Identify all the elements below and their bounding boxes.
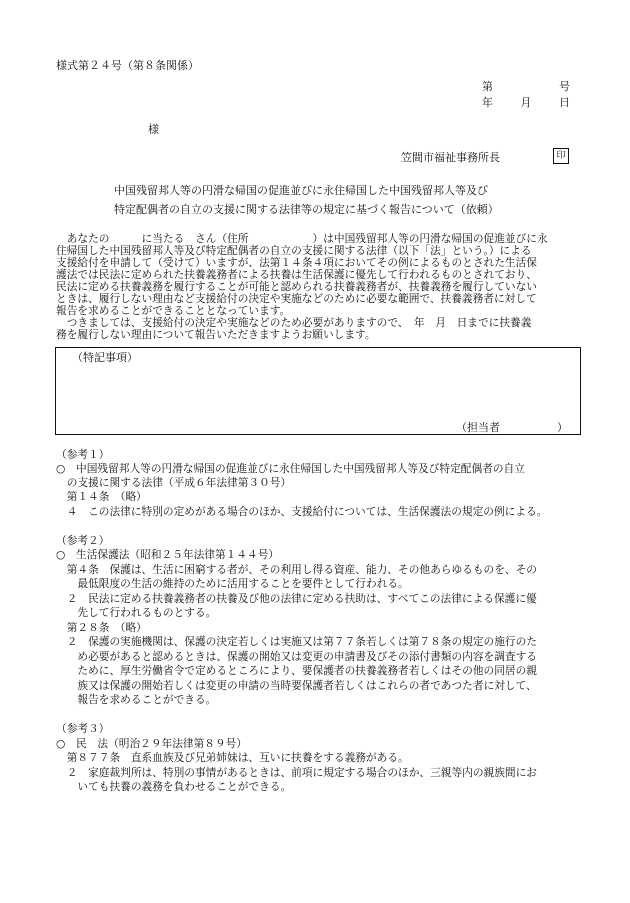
staff-close-paren: ） bbox=[557, 421, 568, 434]
body-line: 報告を求めることができることとなっています。 bbox=[56, 304, 291, 317]
document-title-line-2: 特定配偶者の自立の支援に関する法律等の規定に基づく報告について（依頼） bbox=[114, 203, 499, 216]
reference-line: ○ 民 法（明治２９年法律第８９号） bbox=[56, 737, 248, 750]
body-line: 住帰国した中国残留邦人等及び特定配偶者の自立の支援に関する法律（以下「法」という。）による bbox=[56, 244, 532, 257]
document-title-line-1: 中国残留邦人等の円滑な帰国の促進並びに永住帰国した中国残留邦人等及び bbox=[114, 184, 488, 197]
reference-heading: （参考１） bbox=[56, 448, 110, 461]
reference-line: ために、厚生労働省令で定めるところにより、要保護者の扶養義務者若しくはその他の同居の親 bbox=[56, 664, 537, 677]
body-line: 護法では民法に定められた扶養義務者による扶養は生活保護に優先して行われるものとされており、 bbox=[56, 268, 537, 281]
reference-line: ２ 民法に定める扶養義務者の扶養及び他の法律に定める扶助は、すべてこの法律による保護に優 bbox=[56, 592, 537, 605]
reference-line: ４ この法律に特別の定めがある場合のほか、支援給付については、生活保護法の規定の例による。 bbox=[56, 505, 548, 518]
staff-label: （担当者 bbox=[456, 421, 500, 434]
body-line: ときは、履行しない理由など支援給付の決定や実施などのために必要な範囲で、扶養義務者に対して bbox=[56, 292, 537, 305]
body-line: つきましては、支援給付の決定や実施などのため必要がありますので、 年 月 日までに扶養義 bbox=[56, 316, 532, 329]
seal-mark: 印 bbox=[553, 148, 569, 164]
reference-line: 第１４条 （略） bbox=[56, 490, 147, 503]
reference-line: 報告を求めることができる。 bbox=[56, 693, 217, 706]
body-line: 民法に定める扶養義務を履行することが可能と認められる扶養義務者が、扶養義務を履行していない bbox=[56, 280, 537, 293]
reference-line: ２ 家庭裁判所は、特別の事情があるときは、前項に規定する場合のほか、三親等内の親族間にお bbox=[56, 766, 537, 779]
body-line: 支援給付を申請して（受けて）いますが、法第１４条４項においてその例によるものとされた生活保 bbox=[56, 256, 537, 269]
reference-heading: （参考３） bbox=[56, 722, 110, 735]
body-line: 務を履行しない理由について報告いただきますようお願いします。 bbox=[56, 328, 376, 341]
reference-line: いても扶養の義務を負わせることができる。 bbox=[56, 780, 292, 793]
number-suffix: 号 bbox=[559, 80, 570, 93]
month-label: 月 bbox=[520, 96, 532, 109]
reference-line: ○ 中国残留邦人等の円滑な帰国の促進並びに永住帰国した中国残留邦人等及び特定配偶者の自立 bbox=[56, 462, 525, 475]
year-label: 年 bbox=[482, 96, 493, 109]
body-line: あなたの に当たる さん（住所 ）は中国残留邦人等の円滑な帰国の促進並びに永 bbox=[56, 232, 548, 245]
day-label: 日 bbox=[559, 96, 570, 109]
form-number-label: 様式第２４号（第８条関係） bbox=[56, 59, 199, 72]
reference-line: 族又は保護の開始若しくは変更の申請の当時要保護者若しくはこれらの者であつた者に対して、 bbox=[56, 679, 537, 692]
special-remarks-label: （特記事項） bbox=[72, 351, 138, 364]
staff-field bbox=[456, 422, 568, 433]
reference-line: 先して行われるものとする。 bbox=[56, 606, 217, 619]
document-date-line bbox=[482, 97, 570, 108]
addressee-suffix: 様 bbox=[148, 123, 159, 136]
reference-line: 第８７７条 直系血族及び兄弟姉妹は、互いに扶養をする義務がある。 bbox=[56, 751, 409, 764]
reference-line: の支援に関する法律（平成６年法律第３０号） bbox=[56, 476, 292, 489]
reference-line: め必要があると認めるときは、保護の開始又は変更の申請書及びその添付書類の内容を調査する bbox=[56, 650, 537, 663]
reference-line: 第２８条 （略） bbox=[56, 621, 147, 634]
number-prefix: 第 bbox=[482, 80, 493, 93]
reference-line: 第４条 保護は、生活に困窮する者が、その利用し得る資産、能力、その他あらゆるものを、その bbox=[56, 563, 537, 576]
reference-line: ２ 保護の実施機関は、保護の決定若しくは実施又は第７７条若しくは第７８条の規定の施行のた bbox=[56, 635, 537, 648]
sender-name: 笠間市福祉事務所長 bbox=[401, 151, 500, 164]
reference-line: ○ 生活保護法（昭和２５年法律第１４４号） bbox=[56, 548, 280, 561]
reference-heading: （参考２） bbox=[56, 534, 110, 547]
document-number-line bbox=[482, 81, 570, 92]
reference-line: 最低限度の生活の維持のために活用することを要件として行われる。 bbox=[56, 577, 409, 590]
special-remarks-box[interactable] bbox=[55, 347, 581, 435]
